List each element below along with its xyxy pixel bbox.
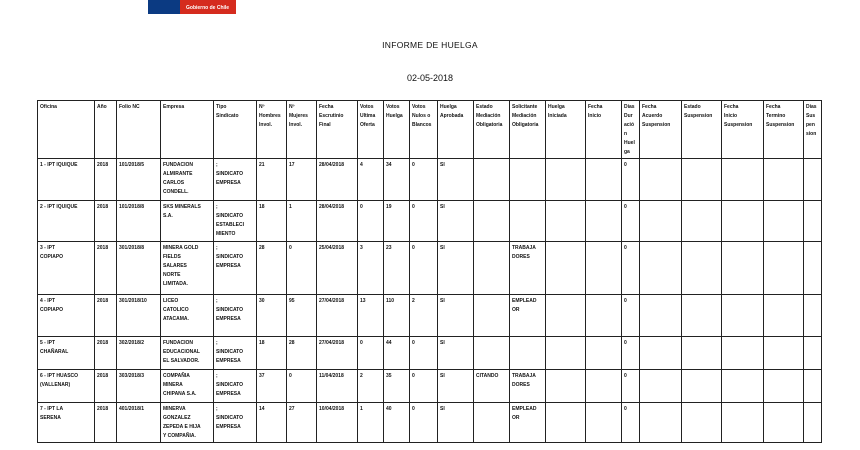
- strike-report-table: [37, 100, 822, 443]
- column-header: Folio NC: [117, 101, 161, 159]
- column-header: Votos Huelga: [384, 101, 410, 159]
- column-header: Nº Hombres Invol.: [257, 101, 287, 159]
- table-cell: 0: [358, 337, 384, 370]
- table-cell: 35: [384, 370, 410, 403]
- table-row: [38, 201, 822, 242]
- table-cell: 21: [257, 159, 287, 201]
- table-cell: 0: [622, 159, 640, 201]
- table-cell: 28/04/2018: [317, 159, 358, 201]
- table-cell: [764, 159, 804, 201]
- table-cell: 4: [358, 159, 384, 201]
- table-cell: 101/2018/5: [117, 159, 161, 201]
- table-cell: 4 - IPT COPIAPO: [38, 295, 95, 337]
- table-cell: [722, 370, 764, 403]
- table-cell: [546, 295, 586, 337]
- table-cell: 0: [622, 370, 640, 403]
- table-cell: 18: [257, 337, 287, 370]
- table-cell: 302/2018/2: [117, 337, 161, 370]
- table-cell: [682, 337, 722, 370]
- table-body: [38, 159, 822, 443]
- table-cell: [682, 242, 722, 295]
- table-cell: 0: [622, 403, 640, 443]
- table-cell: ; SINDICATO EMPRESA: [214, 337, 257, 370]
- table-cell: 23: [384, 242, 410, 295]
- table-row: [38, 242, 822, 295]
- table-cell: 0: [287, 242, 317, 295]
- table-cell: 0: [622, 295, 640, 337]
- table-cell: [546, 370, 586, 403]
- table-cell: 3 - IPT COPIAPO: [38, 242, 95, 295]
- table-cell: 30: [257, 295, 287, 337]
- table-cell: SI: [438, 403, 474, 443]
- column-header: Huelga Iniciada: [546, 101, 586, 159]
- table-cell: 401/2018/1: [117, 403, 161, 443]
- column-header: Tipo Sindicato: [214, 101, 257, 159]
- table-cell: 301/2018/8: [117, 242, 161, 295]
- column-header: Nº Mujeres Invol.: [287, 101, 317, 159]
- table-cell: [586, 337, 622, 370]
- table-cell: 2018: [95, 403, 117, 443]
- table-cell: ; SINDICATO EMPRESA: [214, 242, 257, 295]
- column-header: Empresa: [161, 101, 214, 159]
- table-cell: 2018: [95, 242, 117, 295]
- table-cell: [640, 403, 682, 443]
- column-header: Fecha Inicio Suspension: [722, 101, 764, 159]
- table-cell: [640, 201, 682, 242]
- report-title: INFORME DE HUELGA: [382, 40, 478, 50]
- column-header: Solicitante Mediación Obligatoria: [510, 101, 546, 159]
- table-cell: [804, 201, 822, 242]
- column-header: Votos Nulos o Blancos: [410, 101, 438, 159]
- table-cell: 1 - IPT IQUIQUE: [38, 159, 95, 201]
- table-cell: MINERA GOLD FIELDS SALARES NORTE LIMITADA.: [161, 242, 214, 295]
- table-cell: CITANDO: [474, 370, 510, 403]
- table-row: [38, 337, 822, 370]
- table-cell: [510, 337, 546, 370]
- table-cell: [764, 295, 804, 337]
- table-cell: TRABAJA DORES: [510, 370, 546, 403]
- table-cell: [546, 242, 586, 295]
- table-cell: [804, 403, 822, 443]
- table-cell: [510, 201, 546, 242]
- table-cell: [722, 159, 764, 201]
- table-cell: [804, 295, 822, 337]
- table-cell: 1: [287, 201, 317, 242]
- table-cell: [640, 337, 682, 370]
- table-cell: 0: [410, 201, 438, 242]
- table-cell: [546, 337, 586, 370]
- table-cell: 0: [622, 201, 640, 242]
- table-cell: 14: [257, 403, 287, 443]
- table-cell: [682, 159, 722, 201]
- table-cell: 0: [358, 201, 384, 242]
- column-header: Fecha Escrutinio Final: [317, 101, 358, 159]
- table-cell: [474, 403, 510, 443]
- table-cell: 28: [257, 242, 287, 295]
- table-cell: 27/04/2018: [317, 295, 358, 337]
- table-cell: 0: [287, 370, 317, 403]
- column-header: Días Sus pen sion: [804, 101, 822, 159]
- table-cell: SI: [438, 337, 474, 370]
- table-cell: LICEO CATOLICO ATACAMA.: [161, 295, 214, 337]
- table-cell: 17: [287, 159, 317, 201]
- table-cell: 0: [410, 159, 438, 201]
- table-cell: [586, 201, 622, 242]
- table-cell: 25/04/2018: [317, 242, 358, 295]
- table-cell: 0: [410, 403, 438, 443]
- table-cell: 1: [358, 403, 384, 443]
- logo-text: Gobierno de Chile: [186, 5, 230, 11]
- table-cell: [804, 337, 822, 370]
- table-cell: 18: [257, 201, 287, 242]
- column-header: Votos Ultima Oferta: [358, 101, 384, 159]
- table-cell: 0: [622, 337, 640, 370]
- table-cell: 0: [410, 370, 438, 403]
- logo-blue-block: [148, 0, 180, 14]
- table-cell: [722, 403, 764, 443]
- table-cell: 13: [358, 295, 384, 337]
- table-header-row: [38, 101, 822, 159]
- table-cell: SI: [438, 159, 474, 201]
- gobierno-de-chile-logo: [148, 0, 236, 14]
- table-cell: [586, 242, 622, 295]
- table-cell: COMPAÑIA MINERA CHIPANA S.A.: [161, 370, 214, 403]
- table-cell: FUNDACION ALMIRANTE CARLOS CONDELL.: [161, 159, 214, 201]
- table-cell: [804, 159, 822, 201]
- table-cell: [640, 242, 682, 295]
- table-cell: 0: [410, 337, 438, 370]
- table-cell: 37: [257, 370, 287, 403]
- table-cell: 27: [287, 403, 317, 443]
- table-cell: 110: [384, 295, 410, 337]
- table-cell: FUNDACION EDUCACIONAL EL SALVADOR.: [161, 337, 214, 370]
- table-cell: 0: [410, 242, 438, 295]
- table-cell: [586, 159, 622, 201]
- table-cell: [586, 295, 622, 337]
- table-cell: TRABAJA DORES: [510, 242, 546, 295]
- table-cell: 2018: [95, 159, 117, 201]
- table-cell: ; SINDICATO EMPRESA: [214, 295, 257, 337]
- table-cell: SI: [438, 242, 474, 295]
- column-header: Huelga Aprobada: [438, 101, 474, 159]
- table-cell: [764, 201, 804, 242]
- table-cell: [474, 295, 510, 337]
- table-cell: 6 - IPT HUASCO (VALLENAR): [38, 370, 95, 403]
- table-cell: 5 - IPT CHAÑARAL: [38, 337, 95, 370]
- table-cell: [764, 403, 804, 443]
- table-cell: [546, 159, 586, 201]
- report-date: 02-05-2018: [406, 73, 454, 83]
- table-cell: [546, 201, 586, 242]
- table-cell: 301/2018/10: [117, 295, 161, 337]
- table-cell: ; SINDICATO EMPRESA: [214, 403, 257, 443]
- table-cell: [682, 295, 722, 337]
- table-cell: 19: [384, 201, 410, 242]
- table-cell: 10/04/2018: [317, 403, 358, 443]
- table-cell: [804, 242, 822, 295]
- table-cell: 28: [287, 337, 317, 370]
- column-header: Año: [95, 101, 117, 159]
- table-cell: 28/04/2018: [317, 201, 358, 242]
- table-cell: SI: [438, 201, 474, 242]
- table-cell: 2 - IPT IQUIQUE: [38, 201, 95, 242]
- table-cell: 3: [358, 242, 384, 295]
- table-cell: 101/2018/8: [117, 201, 161, 242]
- table-cell: [474, 337, 510, 370]
- table-cell: SKS MINERALS S.A.: [161, 201, 214, 242]
- table-cell: [682, 370, 722, 403]
- table-row: [38, 295, 822, 337]
- table-cell: [640, 295, 682, 337]
- table-cell: 2018: [95, 370, 117, 403]
- table-cell: 95: [287, 295, 317, 337]
- table-cell: ; SINDICATO ESTABLECI MIENTO: [214, 201, 257, 242]
- table-cell: ; SINDICATO EMPRESA: [214, 159, 257, 201]
- table-cell: 27/04/2018: [317, 337, 358, 370]
- column-header: Fecha Inicio: [586, 101, 622, 159]
- table-cell: ; SINDICATO EMPRESA: [214, 370, 257, 403]
- table-cell: [510, 159, 546, 201]
- column-header: Oficina: [38, 101, 95, 159]
- table-cell: [546, 403, 586, 443]
- table-cell: MINERVA GONZALEZ ZEPEDA E HIJA Y COMPAÑIA.: [161, 403, 214, 443]
- table-cell: 2018: [95, 201, 117, 242]
- table-cell: SI: [438, 295, 474, 337]
- table-cell: 0: [622, 242, 640, 295]
- table-cell: 2018: [95, 295, 117, 337]
- table-cell: [764, 337, 804, 370]
- table-cell: [722, 295, 764, 337]
- table-row: [38, 403, 822, 443]
- table-cell: [682, 201, 722, 242]
- table-cell: EMPLEAD OR: [510, 403, 546, 443]
- table-cell: 2018: [95, 337, 117, 370]
- table-cell: [474, 242, 510, 295]
- column-header: Estado Suspension: [682, 101, 722, 159]
- table-cell: [764, 242, 804, 295]
- table-cell: [586, 370, 622, 403]
- column-header: Días Dur ació n Huel ga: [622, 101, 640, 159]
- table-cell: [474, 159, 510, 201]
- table-cell: 11/04/2018: [317, 370, 358, 403]
- table-row: [38, 159, 822, 201]
- table-cell: [722, 201, 764, 242]
- table-cell: [764, 370, 804, 403]
- table-cell: [474, 201, 510, 242]
- table-cell: 7 - IPT LA SERENA: [38, 403, 95, 443]
- table-cell: [682, 403, 722, 443]
- table-cell: 40: [384, 403, 410, 443]
- table-row: [38, 370, 822, 403]
- table-cell: 44: [384, 337, 410, 370]
- table-cell: 303/2018/3: [117, 370, 161, 403]
- table-cell: [722, 242, 764, 295]
- table-cell: [640, 159, 682, 201]
- table-cell: 34: [384, 159, 410, 201]
- table-cell: [722, 337, 764, 370]
- table-cell: [804, 370, 822, 403]
- table-cell: 2: [358, 370, 384, 403]
- column-header: Fecha Termino Suspension: [764, 101, 804, 159]
- table-cell: EMPLEAD OR: [510, 295, 546, 337]
- column-header: Estado Mediación Obligatoria: [474, 101, 510, 159]
- table-cell: [586, 403, 622, 443]
- table-cell: SI: [438, 370, 474, 403]
- table-cell: 2: [410, 295, 438, 337]
- column-header: Fecha Acuerdo Suspension: [640, 101, 682, 159]
- table-cell: [640, 370, 682, 403]
